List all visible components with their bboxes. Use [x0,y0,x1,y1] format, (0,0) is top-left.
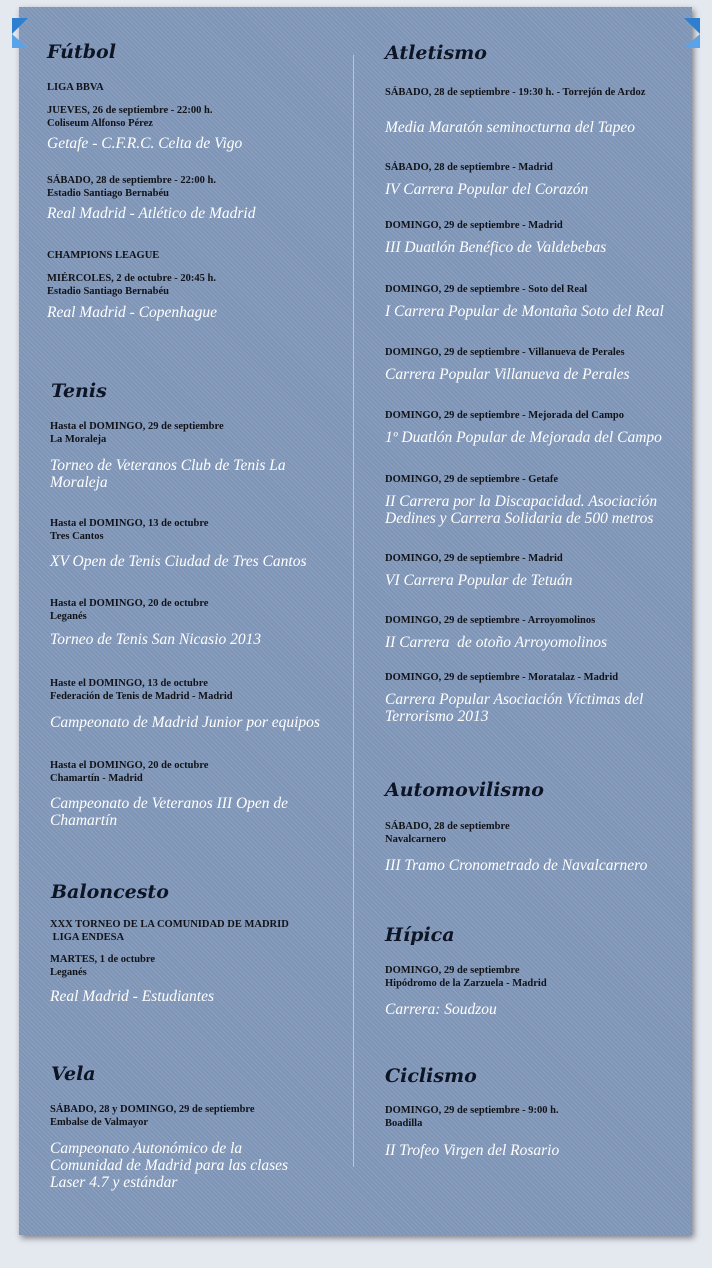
corner-ribbon-right [684,18,700,48]
event-meta: DOMINGO, 29 de septiembre - Madrid [385,220,563,231]
event-title: I Carrera Popular de Montaña Soto del Real [385,303,664,320]
event-meta: MARTES, 1 de octubre Leganés [50,954,156,978]
section-title-futbol: Fútbol [47,41,116,63]
group-label-torneo: XXX TORNEO DE LA COMUNIDAD DE MADRID LIGA ENDESA [50,919,289,943]
event-meta: SÁBADO, 28 de septiembre - 19:30 h. - Torrejón de Ardoz [385,87,646,98]
event-meta: Haste el DOMINGO, 13 de octubre Federación de Tenis de Madrid - Madrid [50,678,233,702]
section-title-atletismo: Atletismo [385,42,487,64]
event-title: Real Madrid - Atlético de Madrid [47,205,256,222]
event-meta: DOMINGO, 29 de septiembre Hipódromo de la Zarzuela - Madrid [385,965,547,989]
section-title-automovilismo: Automovilismo [385,779,544,801]
event-title: Carrera Popular Asociación Víctimas del Terrorismo 2013 [385,691,644,725]
event-title: Carrera Popular Villanueva de Perales [385,366,630,383]
event-title: Real Madrid - Copenhague [47,304,218,321]
event-title: III Tramo Cronometrado de Navalcarnero [385,857,648,874]
event-meta: MIÉRCOLES, 2 de octubre - 20:45 h. Estadio Santiago Bernabéu [47,273,216,297]
event-title: II Carrera de otoño Arroyomolinos [385,634,608,651]
event-title: 1º Duatlón Popular de Mejorada del Campo [385,429,662,446]
event-title: Media Maratón seminocturna del Tapeo [385,119,635,136]
column-divider [353,55,354,1167]
event-meta: SÁBADO, 28 y DOMINGO, 29 de septiembre Embalse de Valmayor [50,1104,255,1128]
section-title-baloncesto: Baloncesto [51,881,169,903]
event-title: Campeonato de Veteranos III Open de Chamartín [50,795,289,829]
event-title: Campeonato de Madrid Junior por equipos [50,714,320,731]
event-title: VI Carrera Popular de Tetuán [385,572,573,589]
event-meta: SÁBADO, 28 de septiembre - 22:00 h. Estadio Santiago Bernabéu [47,175,216,199]
event-title: IV Carrera Popular del Corazón [385,181,589,198]
section-title-vela: Vela [51,1063,96,1085]
event-title: Campeonato Autonómico de la Comunidad de Madrid para las clases Laser 4.7 y estándar [50,1140,289,1191]
event-meta: DOMINGO, 29 de septiembre - Madrid [385,553,563,564]
event-meta: DOMINGO, 29 de septiembre - Moratalaz - Madrid [385,672,619,683]
event-meta: DOMINGO, 29 de septiembre - Soto del Real [385,284,588,295]
section-title-tenis: Tenis [51,380,107,402]
event-title: XV Open de Tenis Ciudad de Tres Cantos [50,553,307,570]
event-meta: SÁBADO, 28 de septiembre - Madrid [385,162,553,173]
event-meta: JUEVES, 26 de septiembre - 22:00 h. Coliseum Alfonso Pérez [47,105,213,129]
event-title: III Duatlón Benéfico de Valdebebas [385,239,607,256]
event-meta: Hasta el DOMINGO, 13 de octubre Tres Cantos [50,518,209,542]
event-title: Real Madrid - Estudiantes [50,988,215,1005]
event-meta: Hasta el DOMINGO, 20 de octubre Chamartín - Madrid [50,760,209,784]
event-title: II Carrera por la Discapacidad. Asociación Dedines y Carrera Solidaria de 500 metros [385,493,658,527]
section-title-ciclismo: Ciclismo [385,1065,477,1087]
event-title: Getafe - C.F.R.C. Celta de Vigo [47,135,243,152]
event-meta: DOMINGO, 29 de septiembre - 9:00 h. Boadilla [385,1105,559,1129]
event-title: II Trofeo Virgen del Rosario [385,1142,560,1159]
group-label-champions-league: CHAMPIONS LEAGUE [47,250,160,261]
section-title-hipica: Hípica [385,924,455,946]
group-label-liga-bbva: LIGA BBVA [47,82,104,93]
event-meta: SÁBADO, 28 de septiembre Navalcarnero [385,821,510,845]
event-meta: Hasta el DOMINGO, 29 de septiembre La Moraleja [50,421,224,445]
event-meta: DOMINGO, 29 de septiembre - Arroyomolinos [385,615,596,626]
corner-ribbon-left [12,18,28,48]
event-meta: DOMINGO, 29 de septiembre - Mejorada del Campo [385,410,624,421]
event-meta: Hasta el DOMINGO, 20 de octubre Leganés [50,598,209,622]
event-title: Carrera: Soudzou [385,1001,497,1018]
event-meta: DOMINGO, 29 de septiembre - Villanueva de Perales [385,347,625,358]
event-title: Torneo de Tenis San Nicasio 2013 [50,631,262,648]
event-meta: DOMINGO, 29 de septiembre - Getafe [385,474,559,485]
event-title: Torneo de Veteranos Club de Tenis La Moraleja [50,457,286,491]
